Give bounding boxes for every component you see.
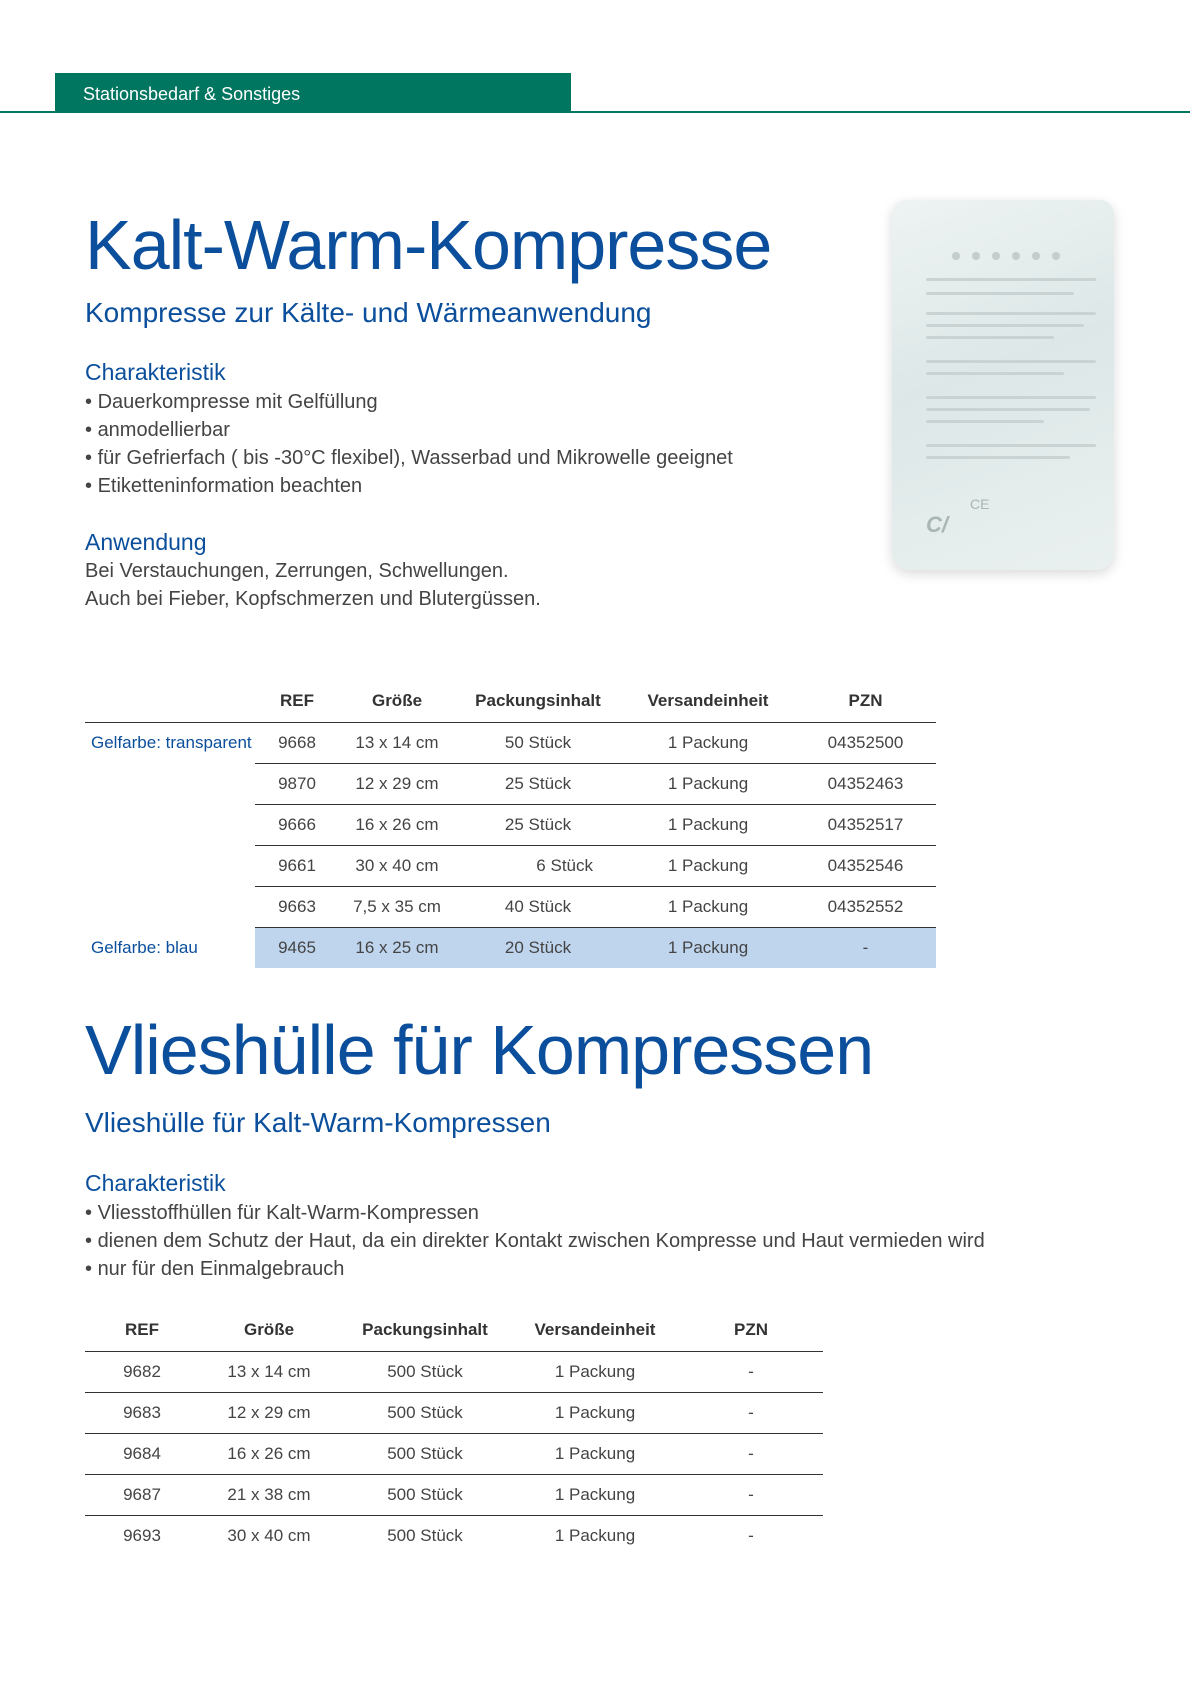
- cell-pzn: -: [748, 1526, 754, 1545]
- table-header-row: [85, 1309, 823, 1352]
- table-row: [85, 723, 936, 764]
- cell-shipping-unit: 1 Packung: [621, 887, 795, 928]
- cell-shipping-unit: 1 Packung: [511, 1352, 679, 1393]
- usage-heading: Anwendung: [85, 529, 207, 555]
- product-image: [892, 200, 1114, 570]
- section-tab: Stationsbedarf & Sonstiges: [55, 73, 571, 113]
- table-row: [85, 1393, 823, 1434]
- cell-pack-content: 6 Stück: [455, 846, 621, 887]
- cell-pzn: 04352500: [795, 723, 936, 764]
- cell-pack-content: 500 Stück: [339, 1475, 511, 1516]
- cell-size: 30 x 40 cm: [339, 846, 455, 887]
- cell-pzn: 04352552: [795, 887, 936, 928]
- cell-ref: 9663: [255, 887, 339, 928]
- col-pzn: PZN: [679, 1309, 823, 1352]
- cell-shipping-unit: 1 Packung: [511, 1475, 679, 1516]
- table-row: [85, 1475, 823, 1516]
- cell-pack-content: 500 Stück: [339, 1434, 511, 1475]
- list-item: • Etiketteninformation beachten: [85, 472, 733, 500]
- cell-pzn: 04352463: [795, 764, 936, 805]
- cell-ref: 9666: [255, 805, 339, 846]
- cell-ref: 9687: [85, 1475, 199, 1516]
- list-item: • Dauerkompresse mit Gelfüllung: [85, 388, 733, 416]
- cell-ref: 9661: [255, 846, 339, 887]
- cell-shipping-unit: 1 Packung: [511, 1434, 679, 1475]
- cell-size: 7,5 x 35 cm: [339, 887, 455, 928]
- cell-pzn: -: [679, 1434, 823, 1475]
- cell-pzn: 04352546: [795, 846, 936, 887]
- cell-ref: 9682: [85, 1352, 199, 1393]
- cell-size: 30 x 40 cm: [227, 1526, 311, 1545]
- cell-size: 16 x 25 cm: [339, 928, 455, 969]
- table-row: [85, 1352, 823, 1393]
- cell-pack-content: 500 Stück: [387, 1526, 463, 1545]
- col-pack-content: Packungsinhalt: [455, 680, 621, 723]
- brand-logo-icon: C/: [926, 512, 948, 537]
- table-row: [85, 805, 936, 846]
- cell-pack-content: 500 Stück: [339, 1393, 511, 1434]
- cell-shipping-unit: 1 Packung: [621, 928, 795, 969]
- cell-ref: 9465: [255, 928, 339, 969]
- features-list: [85, 1199, 985, 1283]
- cell-ref: 9693: [123, 1526, 161, 1545]
- list-item: • Vliesstoffhüllen für Kalt-Warm-Kompressen: [85, 1199, 985, 1227]
- table-row: [85, 887, 936, 928]
- cell-pzn: 04352517: [795, 805, 936, 846]
- cell-ref: 9684: [85, 1434, 199, 1475]
- cover-table: [85, 1309, 823, 1556]
- cell-shipping-unit: 1 Packung: [621, 764, 795, 805]
- list-item: • für Gefrierfach ( bis -30°C flexibel), Wasserbad und Mikrowelle geeignet: [85, 444, 733, 472]
- cell-ref: 9870: [255, 764, 339, 805]
- list-item: • anmodellierbar: [85, 416, 733, 444]
- list-item: • dienen dem Schutz der Haut, da ein direkter Kontakt zwischen Kompresse und Haut vermieden wird: [85, 1227, 985, 1255]
- product-title: Vlieshülle für Kompressen: [85, 1011, 874, 1089]
- features-heading: Charakteristik: [85, 1170, 226, 1196]
- cell-pack-content: 500 Stück: [339, 1352, 511, 1393]
- product-subtitle: Kompresse zur Kälte- und Wärmeanwendung: [85, 297, 652, 328]
- col-ref: REF: [255, 680, 339, 723]
- col-size: Größe: [339, 680, 455, 723]
- cell-size: 12 x 29 cm: [199, 1393, 339, 1434]
- col-ref: REF: [85, 1309, 199, 1352]
- usage-text: [85, 557, 541, 613]
- cell-pack-content: 20 Stück: [455, 928, 621, 969]
- cell-pack-content: 25 Stück: [455, 805, 621, 846]
- col-size: Größe: [199, 1309, 339, 1352]
- cell-shipping-unit: 1 Packung: [621, 846, 795, 887]
- ce-mark-icon: CE: [970, 496, 990, 512]
- cell-pack-content: 40 Stück: [455, 887, 621, 928]
- cell-pzn: -: [679, 1352, 823, 1393]
- cell-pzn: -: [795, 928, 936, 969]
- cell-pack-content: 50 Stück: [455, 723, 621, 764]
- col-shipping-unit: Versandeinheit: [511, 1309, 679, 1352]
- cell-pack-content: 25 Stück: [455, 764, 621, 805]
- group-label: Gelfarbe: blau: [91, 937, 198, 957]
- cell-shipping-unit: 1 Packung: [621, 723, 795, 764]
- usage-line: Auch bei Fieber, Kopfschmerzen und Blutergüssen.: [85, 588, 541, 610]
- product-title: Kalt-Warm-Kompresse: [85, 206, 772, 284]
- col-pack-content: Packungsinhalt: [339, 1309, 511, 1352]
- table-row: [85, 764, 936, 805]
- cell-ref: 9668: [255, 723, 339, 764]
- group-label: Gelfarbe: transparent: [91, 733, 252, 753]
- table-header-row: [85, 680, 936, 723]
- col-pzn: PZN: [795, 680, 936, 723]
- table-row: [85, 1516, 823, 1557]
- usage-line: Bei Verstauchungen, Zerrungen, Schwellungen.: [85, 560, 509, 582]
- features-list: [85, 388, 733, 500]
- cell-size: 13 x 14 cm: [339, 723, 455, 764]
- cell-shipping-unit: 1 Packung: [511, 1393, 679, 1434]
- cell-shipping-unit: 1 Packung: [621, 805, 795, 846]
- cell-size: 13 x 14 cm: [199, 1352, 339, 1393]
- cell-pzn: -: [679, 1475, 823, 1516]
- product-table: [85, 680, 936, 968]
- cell-size: 16 x 26 cm: [199, 1434, 339, 1475]
- cell-size: 16 x 26 cm: [339, 805, 455, 846]
- cell-size: 12 x 29 cm: [339, 764, 455, 805]
- table-row-highlighted: [85, 928, 936, 969]
- features-heading: Charakteristik: [85, 359, 226, 385]
- cell-ref: 9683: [85, 1393, 199, 1434]
- cell-shipping-unit: 1 Packung: [554, 1526, 636, 1545]
- col-shipping-unit: Versandeinheit: [621, 680, 795, 723]
- list-item: • nur für den Einmalgebrauch: [85, 1255, 985, 1283]
- product-subtitle: Vlieshülle für Kalt-Warm-Kompressen: [85, 1107, 551, 1138]
- cell-size: 21 x 38 cm: [199, 1475, 339, 1516]
- table-row: [85, 846, 936, 887]
- cell-pzn: -: [679, 1393, 823, 1434]
- table-row: [85, 1434, 823, 1475]
